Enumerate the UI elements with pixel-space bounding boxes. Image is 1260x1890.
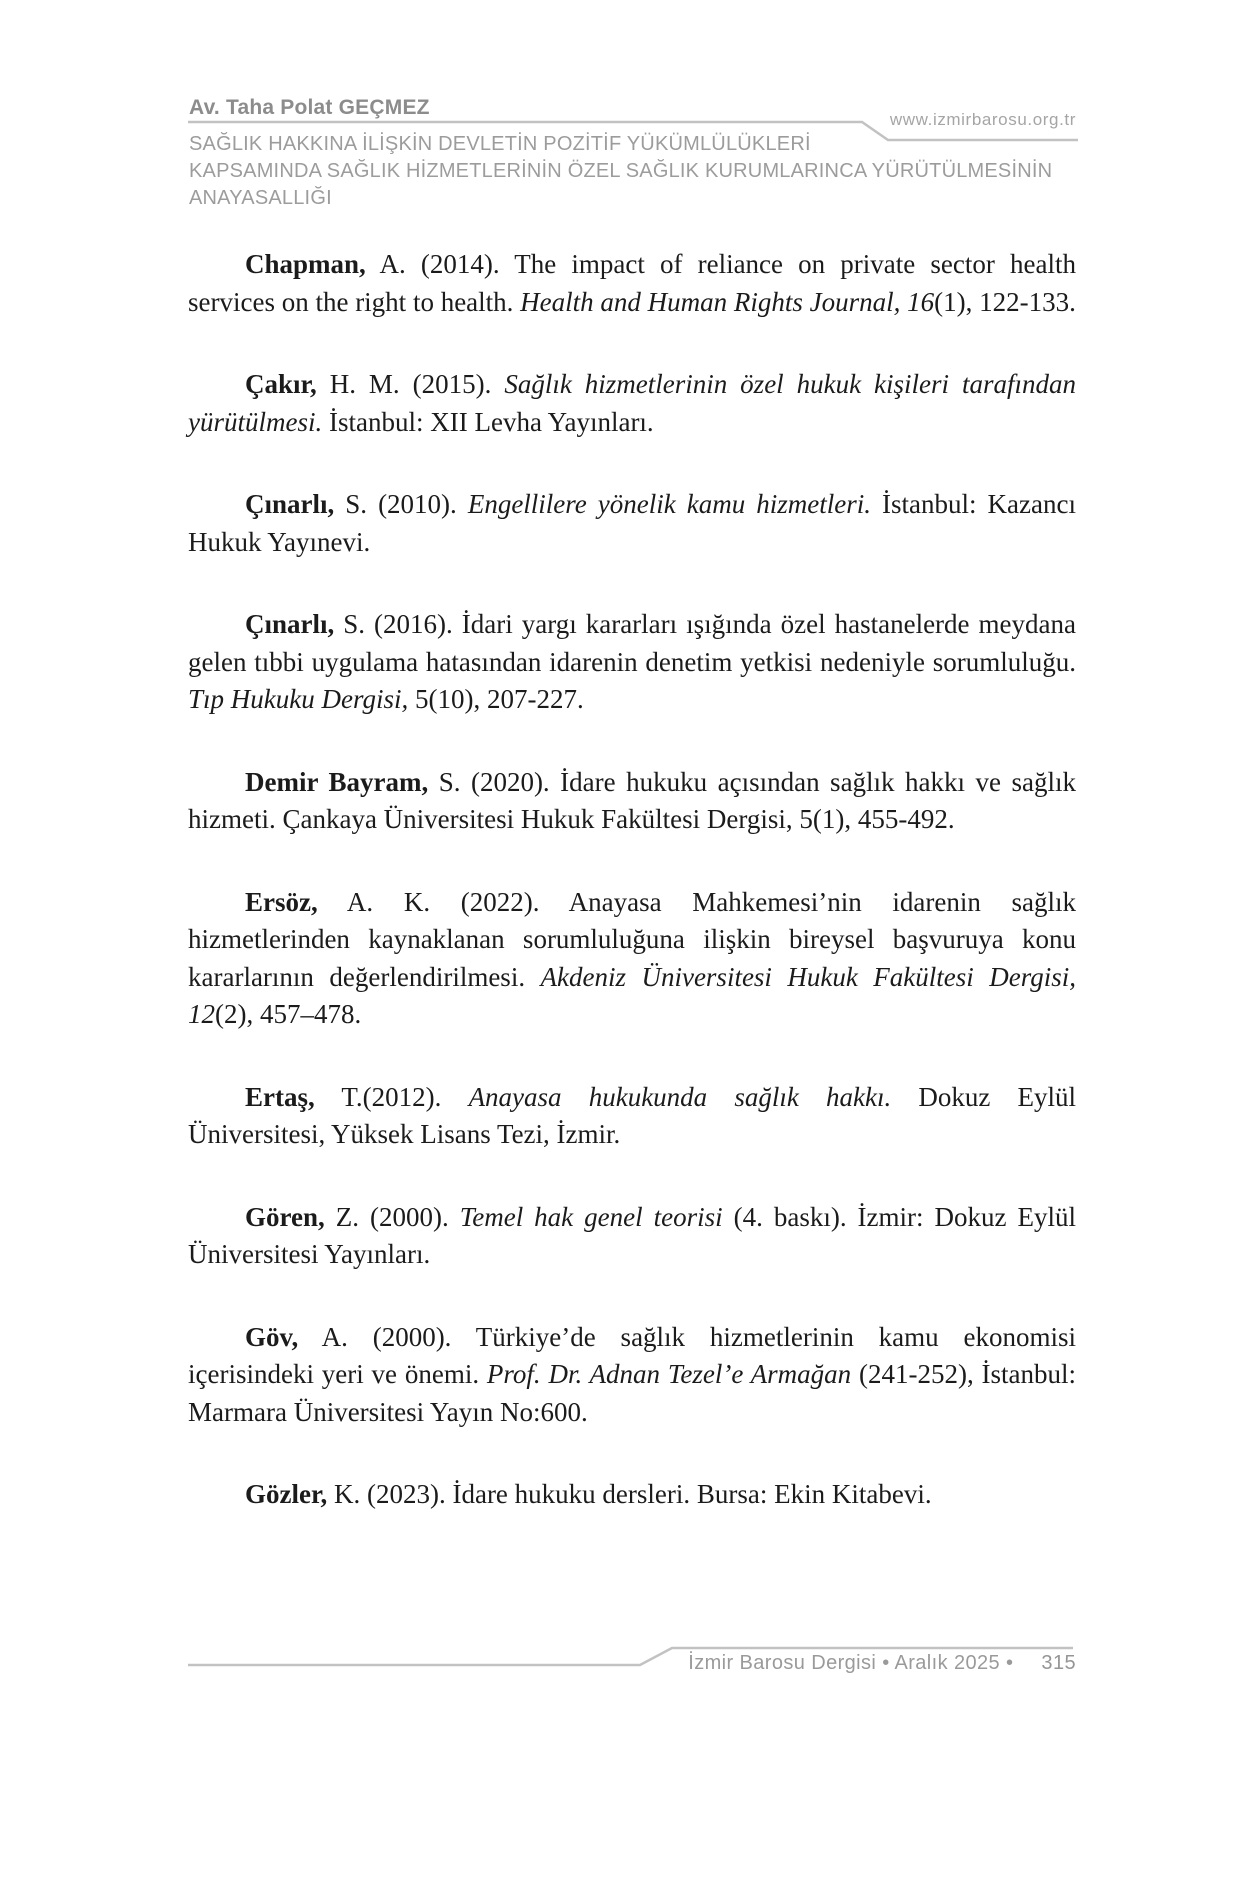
reference-entry	[188, 1476, 1076, 1514]
reference-text-run: Z. (2000).	[324, 1201, 460, 1232]
reference-text-run: K. (2023). İdare hukuku dersleri. Bursa: Ekin Kitabevi.	[327, 1479, 932, 1509]
reference-text-run: Engellilere yönelik kamu hizmetleri.	[467, 489, 872, 519]
footer-text	[188, 1652, 1076, 1675]
article-title	[189, 131, 1089, 212]
reference-text-run: A. K. (2022). Anayasa Mahkemesi’nin idarenin sağlık hizmetlerinden kaynaklanan sorumluluğuna ilişkin bireysel başvuruya konu kararlarının değerlendirilmesi.	[188, 886, 1076, 992]
article-title-line: KAPSAMINDA SAĞLIK HİZMETLERİNİN ÖZEL SAĞLIK KURUMLARINCA YÜRÜTÜLMESİNİN	[189, 160, 1053, 182]
reference-text-run: 5(10), 207-227.	[408, 684, 584, 714]
reference-text-run: Çınarlı,	[245, 609, 335, 639]
reference-text-run: Demir Bayram,	[245, 766, 429, 797]
reference-text-run: Dokuz Eylül Üniversitesi, Yüksek Lisans Tezi, İzmir.	[188, 1081, 1076, 1149]
reference-entry	[188, 246, 1076, 321]
reference-text-run: Prof. Dr. Adnan Tezel’e Armağan	[486, 1359, 852, 1389]
reference-text-run: Gören,	[245, 1201, 325, 1232]
reference-text-run: S. (2020). İdare hukuku açısından sağlık hakkı ve sağlık hizmeti. Çankaya Üniversitesi Hukuk Fakültesi Dergisi, 5(1), 455-492.	[188, 766, 1076, 834]
reference-text-run: Chapman,	[245, 249, 366, 279]
reference-text-run: Gözler,	[245, 1479, 328, 1509]
reference-text-run: Ersöz,	[245, 886, 318, 917]
reference-text-run: S. (2010).	[334, 489, 468, 519]
reference-text-run: H. M. (2015).	[316, 369, 505, 399]
reference-text-run: İstanbul: Kazancı Hukuk Yayınevi.	[188, 489, 1076, 557]
reference-entry	[188, 366, 1076, 441]
reference-text-run: Health and Human Rights Journal, 16	[520, 286, 935, 317]
reference-text-run: T.(2012).	[314, 1081, 469, 1112]
website-url: www.izmirbarosu.org.tr	[889, 110, 1076, 129]
reference-text-run: Anayasa hukukunda sağlık hakkı.	[468, 1081, 892, 1112]
reference-entry	[188, 1199, 1076, 1274]
author-name: Av. Taha Polat GEÇMEZ	[189, 96, 430, 119]
references-list	[188, 246, 1076, 1559]
reference-text-run: (2), 457–478.	[215, 999, 362, 1029]
reference-entry	[188, 606, 1076, 719]
reference-text-run: (1), 122-133.	[934, 286, 1076, 317]
journal-name: İzmir Barosu Dergisi • Aralık 2025 •	[688, 1652, 1014, 1674]
page-number: 315	[1041, 1652, 1076, 1674]
reference-entry	[188, 1319, 1076, 1432]
reference-text-run: S. (2016). İdari yargı kararları ışığında özel hastanelerde meydana gelen tıbbi uygulama hatasından idarenin denetim yetkisi nedeniyle sorumluluğu.	[188, 609, 1076, 677]
reference-text-run: (241-252), İstanbul: Marmara Üniversitesi Yayın No:600.	[188, 1359, 1077, 1427]
reference-text-run: Sağlık hizmetlerinin özel hukuk kişileri tarafından yürütülmesi.	[188, 369, 1076, 437]
reference-text-run: Temel hak genel teorisi	[459, 1201, 723, 1232]
reference-text-run: Çakır,	[245, 369, 317, 399]
article-title-line: ANAYASALLIĞI	[189, 187, 332, 209]
reference-text-run: Çınarlı,	[245, 489, 335, 519]
article-title-line: SAĞLIK HAKKINA İLİŞKİN DEVLETİN POZİTİF YÜKÜMLÜLÜKLERİ	[189, 133, 811, 155]
reference-text-run: Akdeniz Üniversitesi Hukuk Fakültesi Dergisi, 12	[188, 961, 1076, 1029]
reference-entry	[188, 764, 1076, 839]
reference-text-run: Tıp Hukuku Dergisi,	[188, 684, 409, 714]
reference-text-run: (4. baskı). İzmir: Dokuz Eylül Üniversitesi Yayınları.	[188, 1201, 1076, 1269]
reference-entry	[188, 486, 1076, 561]
reference-text-run: Ertaş,	[245, 1081, 315, 1112]
reference-entry	[188, 1079, 1076, 1154]
reference-text-run: Göv,	[245, 1321, 299, 1352]
reference-text-run: A. (2014). The impact of reliance on private sector health services on the right to health.	[188, 249, 1076, 317]
reference-text-run: A. (2000). Türkiye’de sağlık hizmetlerinin kamu ekonomisi içerisindeki yeri ve önemi.	[188, 1321, 1076, 1389]
reference-entry	[188, 884, 1076, 1034]
reference-text-run: İstanbul: XII Levha Yayınları.	[322, 406, 654, 437]
